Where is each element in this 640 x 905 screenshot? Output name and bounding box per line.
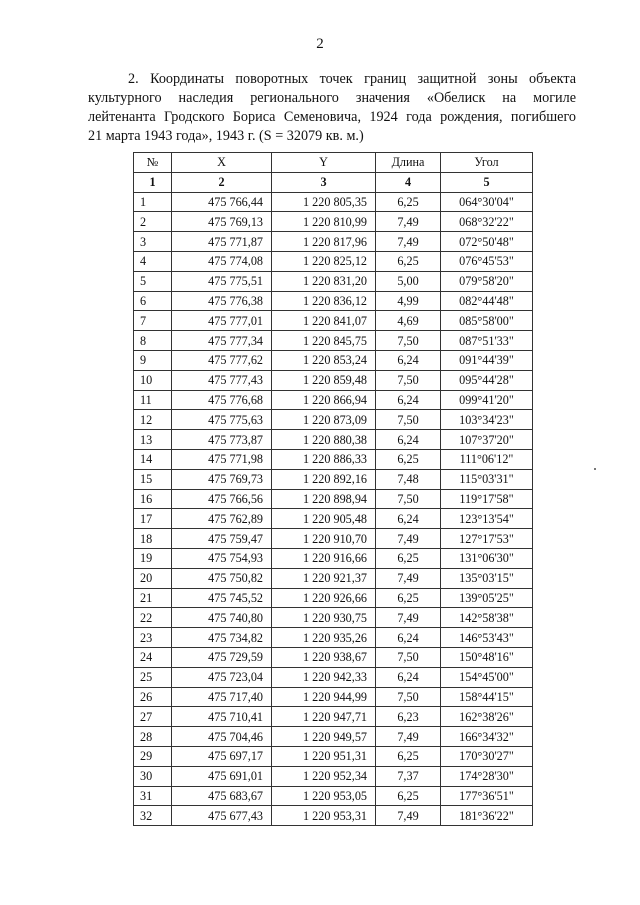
y-coordinate-cell: 1 220 841,07 — [272, 311, 376, 331]
angle-cell: 181°36'22" — [441, 806, 533, 826]
x-coordinate-cell: 475 759,47 — [172, 529, 272, 549]
x-coordinate-cell: 475 697,17 — [172, 746, 272, 766]
x-coordinate-cell: 475 691,01 — [172, 766, 272, 786]
length-cell: 6,24 — [376, 430, 441, 450]
y-coordinate-cell: 1 220 831,20 — [272, 271, 376, 291]
y-coordinate-cell: 1 220 836,12 — [272, 291, 376, 311]
point-number-cell: 8 — [134, 331, 172, 351]
x-coordinate-cell: 475 704,46 — [172, 727, 272, 747]
x-coordinate-cell: 475 734,82 — [172, 628, 272, 648]
table-row — [134, 727, 533, 747]
y-coordinate-cell: 1 220 866,94 — [272, 390, 376, 410]
angle-cell: 115°03'31" — [441, 469, 533, 489]
angle-cell: 154°45'00" — [441, 667, 533, 687]
table-row — [134, 707, 533, 727]
angle-cell: 091°44'39" — [441, 350, 533, 370]
point-number-cell: 30 — [134, 766, 172, 786]
point-number-cell: 17 — [134, 509, 172, 529]
scan-speck — [594, 468, 596, 470]
point-number-cell: 26 — [134, 687, 172, 707]
point-number-cell: 29 — [134, 746, 172, 766]
point-number-cell: 32 — [134, 806, 172, 826]
table-row — [134, 529, 533, 549]
length-cell: 4,99 — [376, 291, 441, 311]
x-coordinate-cell: 475 762,89 — [172, 509, 272, 529]
y-coordinate-cell: 1 220 910,70 — [272, 529, 376, 549]
length-cell: 7,49 — [376, 806, 441, 826]
point-number-cell: 20 — [134, 568, 172, 588]
column-header-y: Y — [272, 153, 376, 173]
point-number-cell: 24 — [134, 647, 172, 667]
column-header-x: X — [172, 153, 272, 173]
y-coordinate-cell: 1 220 947,71 — [272, 707, 376, 727]
point-number-cell: 14 — [134, 449, 172, 469]
heading-line: 21 марта 1943 года», 1943 г. (S = 32079 кв. м.) — [88, 128, 364, 144]
y-coordinate-cell: 1 220 952,34 — [272, 766, 376, 786]
length-cell: 7,50 — [376, 331, 441, 351]
coordinates-table — [133, 152, 533, 826]
point-number-cell: 6 — [134, 291, 172, 311]
x-coordinate-cell: 475 769,73 — [172, 469, 272, 489]
angle-cell: 131°06'30" — [441, 548, 533, 568]
column-number-cell: 3 — [272, 172, 376, 192]
y-coordinate-cell: 1 220 944,99 — [272, 687, 376, 707]
y-coordinate-cell: 1 220 873,09 — [272, 410, 376, 430]
table-row — [134, 568, 533, 588]
length-cell: 7,50 — [376, 410, 441, 430]
angle-cell: 166°34'32" — [441, 727, 533, 747]
table-row — [134, 588, 533, 608]
x-coordinate-cell: 475 683,67 — [172, 786, 272, 806]
point-number-cell: 18 — [134, 529, 172, 549]
table-body — [134, 172, 533, 825]
y-coordinate-cell: 1 220 916,66 — [272, 548, 376, 568]
length-cell: 7,49 — [376, 232, 441, 252]
y-coordinate-cell: 1 220 935,26 — [272, 628, 376, 648]
x-coordinate-cell: 475 775,51 — [172, 271, 272, 291]
heading-line: лейтенанта Гродского Бориса Семеновича, 1924 года рождения, погибшего — [88, 109, 576, 125]
y-coordinate-cell: 1 220 949,57 — [272, 727, 376, 747]
x-coordinate-cell: 475 745,52 — [172, 588, 272, 608]
y-coordinate-cell: 1 220 938,67 — [272, 647, 376, 667]
length-cell: 4,69 — [376, 311, 441, 331]
table-row — [134, 430, 533, 450]
x-coordinate-cell: 475 766,44 — [172, 192, 272, 212]
point-number-cell: 28 — [134, 727, 172, 747]
table-row — [134, 469, 533, 489]
length-cell: 6,24 — [376, 628, 441, 648]
x-coordinate-cell: 475 771,98 — [172, 449, 272, 469]
length-cell: 7,50 — [376, 370, 441, 390]
x-coordinate-cell: 475 766,56 — [172, 489, 272, 509]
column-number-cell: 1 — [134, 172, 172, 192]
point-number-cell: 3 — [134, 232, 172, 252]
table-row — [134, 291, 533, 311]
y-coordinate-cell: 1 220 921,37 — [272, 568, 376, 588]
page-number: 2 — [316, 36, 324, 52]
point-number-cell: 10 — [134, 370, 172, 390]
point-number-cell: 31 — [134, 786, 172, 806]
angle-cell: 127°17'53" — [441, 529, 533, 549]
point-number-cell: 15 — [134, 469, 172, 489]
angle-cell: 079°58'20" — [441, 271, 533, 291]
length-cell: 6,25 — [376, 588, 441, 608]
table-row — [134, 608, 533, 628]
x-coordinate-cell: 475 729,59 — [172, 647, 272, 667]
y-coordinate-cell: 1 220 898,94 — [272, 489, 376, 509]
length-cell: 7,49 — [376, 529, 441, 549]
table-row — [134, 509, 533, 529]
y-coordinate-cell: 1 220 892,16 — [272, 469, 376, 489]
y-coordinate-cell: 1 220 859,48 — [272, 370, 376, 390]
point-number-cell: 12 — [134, 410, 172, 430]
table-row — [134, 390, 533, 410]
length-cell: 7,48 — [376, 469, 441, 489]
angle-cell: 139°05'25" — [441, 588, 533, 608]
angle-cell: 162°38'26" — [441, 707, 533, 727]
table-row — [134, 647, 533, 667]
table-header-row — [134, 153, 533, 173]
angle-cell: 177°36'51" — [441, 786, 533, 806]
angle-cell: 099°41'20" — [441, 390, 533, 410]
column-header-length: Длина — [376, 153, 441, 173]
x-coordinate-cell: 475 776,68 — [172, 390, 272, 410]
column-number-cell: 4 — [376, 172, 441, 192]
length-cell: 6,24 — [376, 667, 441, 687]
angle-cell: 170°30'27" — [441, 746, 533, 766]
length-cell: 6,25 — [376, 251, 441, 271]
length-cell: 6,25 — [376, 746, 441, 766]
x-coordinate-cell: 475 769,13 — [172, 212, 272, 232]
table-row — [134, 410, 533, 430]
x-coordinate-cell: 475 754,93 — [172, 548, 272, 568]
column-numbers-row — [134, 172, 533, 192]
x-coordinate-cell: 475 774,08 — [172, 251, 272, 271]
point-number-cell: 25 — [134, 667, 172, 687]
point-number-cell: 27 — [134, 707, 172, 727]
length-cell: 7,49 — [376, 568, 441, 588]
table-row — [134, 667, 533, 687]
length-cell: 6,24 — [376, 390, 441, 410]
length-cell: 6,25 — [376, 548, 441, 568]
column-header-angle: Угол — [441, 153, 533, 173]
column-header-number: № — [134, 153, 172, 173]
table-row — [134, 628, 533, 648]
length-cell: 6,25 — [376, 786, 441, 806]
angle-cell: 135°03'15" — [441, 568, 533, 588]
angle-cell: 064°30'04" — [441, 192, 533, 212]
x-coordinate-cell: 475 677,43 — [172, 806, 272, 826]
table-row — [134, 746, 533, 766]
table-row — [134, 251, 533, 271]
table-row — [134, 370, 533, 390]
angle-cell: 146°53'43" — [441, 628, 533, 648]
x-coordinate-cell: 475 776,38 — [172, 291, 272, 311]
table-row — [134, 806, 533, 826]
table-row — [134, 311, 533, 331]
table-row — [134, 232, 533, 252]
point-number-cell: 4 — [134, 251, 172, 271]
x-coordinate-cell: 475 723,04 — [172, 667, 272, 687]
angle-cell: 119°17'58" — [441, 489, 533, 509]
point-number-cell: 16 — [134, 489, 172, 509]
point-number-cell: 11 — [134, 390, 172, 410]
angle-cell: 095°44'28" — [441, 370, 533, 390]
angle-cell: 085°58'00" — [441, 311, 533, 331]
length-cell: 7,37 — [376, 766, 441, 786]
x-coordinate-cell: 475 777,01 — [172, 311, 272, 331]
point-number-cell: 13 — [134, 430, 172, 450]
point-number-cell: 22 — [134, 608, 172, 628]
length-cell: 5,00 — [376, 271, 441, 291]
table-row — [134, 331, 533, 351]
table-row — [134, 489, 533, 509]
length-cell: 6,25 — [376, 192, 441, 212]
length-cell: 6,25 — [376, 449, 441, 469]
column-number-cell: 5 — [441, 172, 533, 192]
table-row — [134, 687, 533, 707]
angle-cell: 150°48'16" — [441, 647, 533, 667]
length-cell: 7,49 — [376, 212, 441, 232]
table-row — [134, 766, 533, 786]
y-coordinate-cell: 1 220 930,75 — [272, 608, 376, 628]
length-cell: 7,50 — [376, 687, 441, 707]
length-cell: 6,24 — [376, 350, 441, 370]
y-coordinate-cell: 1 220 880,38 — [272, 430, 376, 450]
y-coordinate-cell: 1 220 942,33 — [272, 667, 376, 687]
y-coordinate-cell: 1 220 953,31 — [272, 806, 376, 826]
point-number-cell: 19 — [134, 548, 172, 568]
heading-line: 2. Координаты поворотных точек границ защитной зоны объекта — [128, 71, 576, 87]
angle-cell: 082°44'48" — [441, 291, 533, 311]
angle-cell: 174°28'30" — [441, 766, 533, 786]
table-row — [134, 449, 533, 469]
y-coordinate-cell: 1 220 953,05 — [272, 786, 376, 806]
length-cell: 7,49 — [376, 727, 441, 747]
y-coordinate-cell: 1 220 926,66 — [272, 588, 376, 608]
point-number-cell: 7 — [134, 311, 172, 331]
x-coordinate-cell: 475 717,40 — [172, 687, 272, 707]
x-coordinate-cell: 475 750,82 — [172, 568, 272, 588]
x-coordinate-cell: 475 777,34 — [172, 331, 272, 351]
y-coordinate-cell: 1 220 805,35 — [272, 192, 376, 212]
length-cell: 7,50 — [376, 489, 441, 509]
angle-cell: 123°13'54" — [441, 509, 533, 529]
angle-cell: 076°45'53" — [441, 251, 533, 271]
angle-cell: 107°37'20" — [441, 430, 533, 450]
table-row — [134, 212, 533, 232]
x-coordinate-cell: 475 710,41 — [172, 707, 272, 727]
point-number-cell: 23 — [134, 628, 172, 648]
x-coordinate-cell: 475 775,63 — [172, 410, 272, 430]
table-row — [134, 271, 533, 291]
angle-cell: 072°50'48" — [441, 232, 533, 252]
table-row — [134, 192, 533, 212]
y-coordinate-cell: 1 220 853,24 — [272, 350, 376, 370]
point-number-cell: 2 — [134, 212, 172, 232]
angle-cell: 111°06'12" — [441, 449, 533, 469]
y-coordinate-cell: 1 220 905,48 — [272, 509, 376, 529]
point-number-cell: 5 — [134, 271, 172, 291]
angle-cell: 142°58'38" — [441, 608, 533, 628]
point-number-cell: 9 — [134, 350, 172, 370]
angle-cell: 087°51'33" — [441, 331, 533, 351]
y-coordinate-cell: 1 220 825,12 — [272, 251, 376, 271]
table-row — [134, 548, 533, 568]
y-coordinate-cell: 1 220 810,99 — [272, 212, 376, 232]
angle-cell: 068°32'22" — [441, 212, 533, 232]
heading-line: культурного наследия регионального значения «Обелиск на могиле — [88, 90, 576, 106]
table-row — [134, 786, 533, 806]
angle-cell: 158°44'15" — [441, 687, 533, 707]
length-cell: 7,50 — [376, 647, 441, 667]
y-coordinate-cell: 1 220 951,31 — [272, 746, 376, 766]
x-coordinate-cell: 475 773,87 — [172, 430, 272, 450]
x-coordinate-cell: 475 740,80 — [172, 608, 272, 628]
section-heading — [88, 70, 576, 146]
y-coordinate-cell: 1 220 845,75 — [272, 331, 376, 351]
length-cell: 6,23 — [376, 707, 441, 727]
angle-cell: 103°34'23" — [441, 410, 533, 430]
x-coordinate-cell: 475 777,43 — [172, 370, 272, 390]
y-coordinate-cell: 1 220 817,96 — [272, 232, 376, 252]
column-number-cell: 2 — [172, 172, 272, 192]
y-coordinate-cell: 1 220 886,33 — [272, 449, 376, 469]
length-cell: 7,49 — [376, 608, 441, 628]
length-cell: 6,24 — [376, 509, 441, 529]
x-coordinate-cell: 475 771,87 — [172, 232, 272, 252]
table-row — [134, 350, 533, 370]
point-number-cell: 21 — [134, 588, 172, 608]
point-number-cell: 1 — [134, 192, 172, 212]
x-coordinate-cell: 475 777,62 — [172, 350, 272, 370]
